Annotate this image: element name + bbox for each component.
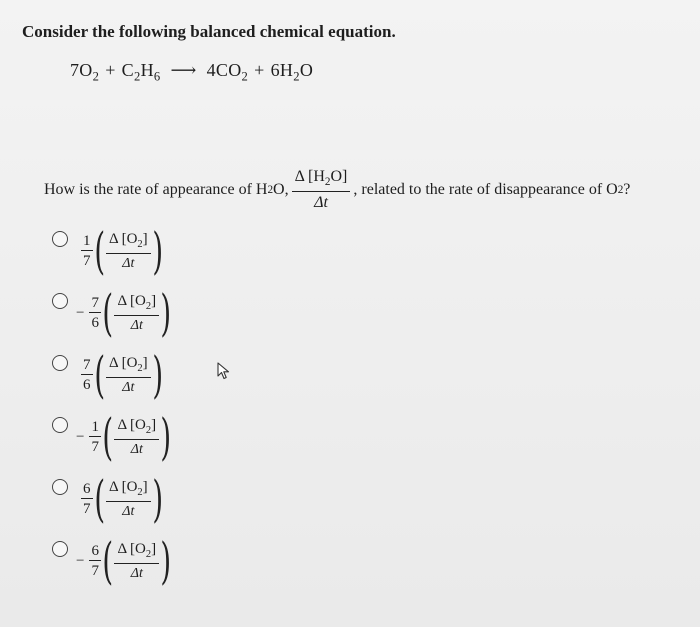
radio-button[interactable] [52,479,68,495]
rate-term: $\frac{\Delta [O_2]}{\Delta t}$ [106,231,151,271]
rate-term: $\frac{\Delta [O_2]}{\Delta t}$ [114,541,159,581]
answer-option[interactable]: − $\frac{6}{7}$ ( $\frac{\Delta [O_2]}{\Delta t}$ ) [52,530,170,592]
radio-button[interactable] [52,231,68,247]
radio-button[interactable] [52,417,68,433]
answer-option[interactable]: $\frac{7}{6}$ ( $\frac{\Delta [O_2]}{\Delta t}$ ) [52,344,170,406]
eq-o2: 7O [70,60,93,80]
eq-plus-2: + [254,60,265,80]
rate-fraction: $\frac{\Delta [H_2O]}{\Delta t}$ [292,168,351,211]
reaction-arrow: ⟶ [170,60,197,80]
answer-options [52,220,170,592]
radio-button[interactable] [52,293,68,309]
rate-term: $\frac{\Delta [O_2]}{\Delta t}$ [114,293,159,333]
eq-plus: + [105,60,116,80]
radio-button[interactable] [52,355,68,371]
answer-option[interactable]: $\frac{6}{7}$ ( $\frac{\Delta [O_2]}{\Delta t}$ ) [52,468,170,530]
eq-h2o: 6H [270,60,294,80]
chemical-equation: $7O_2$ + $C_2H_6$ ⟶ $4CO_2$ + $6H_2O$ [70,60,314,84]
radio-button[interactable] [52,541,68,557]
rate-term: $\frac{\Delta [O_2]}{\Delta t}$ [106,355,151,395]
mouse-pointer-icon [217,362,231,380]
question-text: How is the rate of appearance of H 2 O, $\frac{\Delta [H_2O]}{\Delta t}$ , related to the rate of disappearance of O 2 ? [44,168,631,211]
eq-co2: 4CO [206,60,242,80]
rate-term: $\frac{\Delta [O_2]}{\Delta t}$ [106,479,151,519]
answer-option[interactable]: − $\frac{7}{6}$ ( $\frac{\Delta [O_2]}{\Delta t}$ ) [52,282,170,344]
rate-term: $\frac{\Delta [O_2]}{\Delta t}$ [114,417,159,457]
intro-text: Consider the following balanced chemical equation. [22,22,396,41]
answer-option[interactable]: − $\frac{1}{7}$ ( $\frac{\Delta [O_2]}{\Delta t}$ ) [52,406,170,468]
eq-c: C [121,60,134,80]
eq-h: H [140,60,154,80]
answer-option[interactable]: $\frac{1}{7}$ ( $\frac{\Delta [O_2]}{\Delta t}$ ) [52,220,170,282]
